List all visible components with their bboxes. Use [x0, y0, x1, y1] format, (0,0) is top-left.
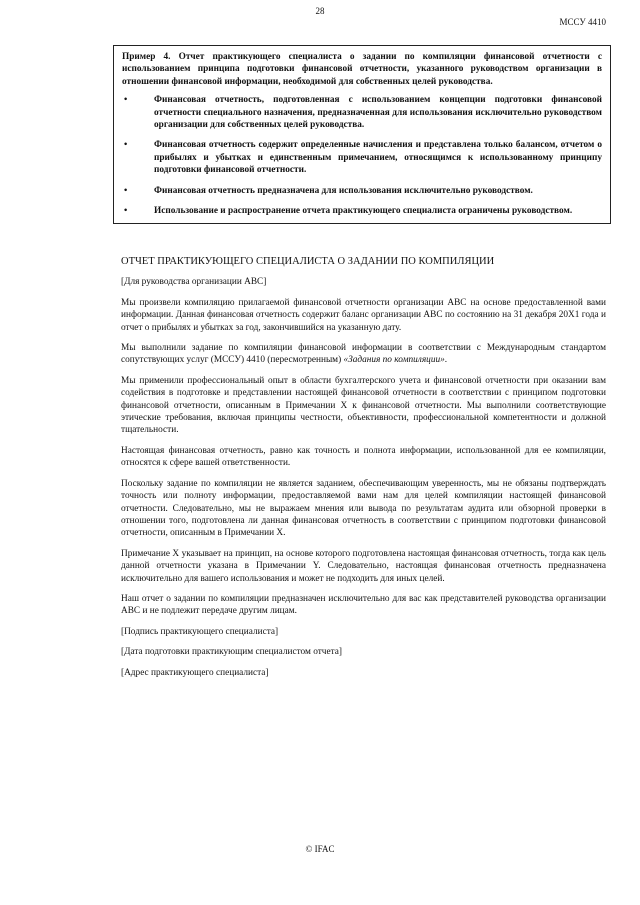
bullet-icon: • — [124, 140, 128, 151]
report-paragraph-end: . — [444, 355, 448, 366]
example-title: Пример 4. Отчет практикующего специалиста о задании по компиляции финансовой отчетности с использованием принципа подготовки финансовой отчетности, указанного руководством организации в отношении финансовой информации, необходимой для собственных целей руководства. — [122, 52, 602, 87]
report-paragraph: Примечание Х указывает на принцип, на основе которого подготовлена настоящая финансовая отчетность, тогда как цель данной отчетности указана в Примечании Y. Следовательно, настоящая финансовая отчетность предназначена исключительно для вашего использования и может не подходить для иных целей. — [121, 548, 606, 584]
report-body — [121, 256, 606, 687]
example-bullet — [122, 94, 602, 131]
standard-title: «Задания по компиляции» — [343, 355, 445, 366]
example-bullet-text: Использование и распространение отчета практикующего специалиста ограничены руководством. — [154, 206, 573, 217]
example-bullet-text: Финансовая отчетность содержит определенные начисления и представлена только балансом, отчетом о прибылях и убытках и единственным примечанием, относящимся к использованному принципу подготовки финансовой отчетности. — [154, 140, 602, 176]
report-paragraph-text: Мы выполнили задание по компиляции финансовой информации в соответствии с Международным стандартом сопутствующих услуг (МССУ) 4410 (пересмотренным) — [121, 343, 606, 366]
bullet-icon: • — [124, 185, 128, 196]
page-number: 28 — [315, 6, 325, 16]
copyright-footer: © IFAC — [305, 844, 335, 854]
document-reference: МССУ 4410 — [559, 17, 606, 27]
date-placeholder: [Дата подготовки практикующим специалистом отчета] — [121, 647, 342, 658]
example-bullet — [122, 205, 602, 217]
example-bullet — [122, 139, 602, 176]
signature-placeholder: [Подпись практикующего специалиста] — [121, 626, 279, 637]
address-placeholder: [Адрес практикующего специалиста] — [121, 667, 269, 678]
report-paragraph: Поскольку задание по компиляции не является заданием, обеспечивающим уверенность, мы не обязаны подтверждать точность или полноту информации, предоставляемой вами нам для целей компиляции настоящей финансовой отчетности. Следовательно, мы не выражаем мнения или вывода по результатам аудита или обзорной проверки в отношении того, подготовлена ли данная финансовая отчетность в соответствии с принципом подготовки финансовой отчетности, описанным в Примечании Х. — [121, 478, 606, 539]
example-bullet — [122, 185, 602, 197]
example-bullet-text: Финансовая отчетность, подготовленная с использованием концепции подготовки финансовой отчетности специального назначения, предназначенная для использования исключительно руководством организации для собственных целей руководства. — [154, 95, 602, 131]
bullet-icon: • — [124, 206, 128, 217]
report-paragraph: Мы произвели компиляцию прилагаемой финансовой отчетности организации АВС на основе предоставленной вами информации. Данная финансовая отчетность содержит баланс организации АВС по состоянию на 31 декабря 20Х1 года и отчет о прибылях и убытках за год, закончившийся на указанную дату. — [121, 297, 606, 333]
report-paragraph: Мы применили профессиональный опыт в области бухгалтерского учета и финансовой отчетности при оказании вам содействия в подготовке и представлении настоящей финансовой отчетности в соответствии с принципом подготовки финансовой отчетности, описанным в Примечании Х к финансовой отчетности. Мы выполнили соответствующие этические требования, включая принципы честности, объективности, профессиональной компетентности и должной тщательности. — [121, 375, 606, 436]
report-title: ОТЧЕТ ПРАКТИКУЮЩЕГО СПЕЦИАЛИСТА О ЗАДАНИИ ПО КОМПИЛЯЦИИ — [121, 256, 495, 267]
report-paragraph — [121, 342, 606, 367]
example-box — [113, 45, 611, 224]
example-bullet-text: Финансовая отчетность предназначена для использования исключительно руководством. — [154, 185, 533, 196]
example-bullet-list — [122, 94, 602, 217]
report-addressee: [Для руководства организации АВС] — [121, 277, 267, 288]
report-paragraph: Наш отчет о задании по компиляции предназначен исключительно для вас как представителей руководства организации АВС и не подлежит передаче другим лицам. — [121, 593, 606, 617]
bullet-icon: • — [124, 95, 128, 106]
report-paragraph: Настоящая финансовая отчетность, равно как точность и полнота информации, использованной для ее компиляции, относятся к сфере вашей ответственности. — [121, 445, 606, 469]
